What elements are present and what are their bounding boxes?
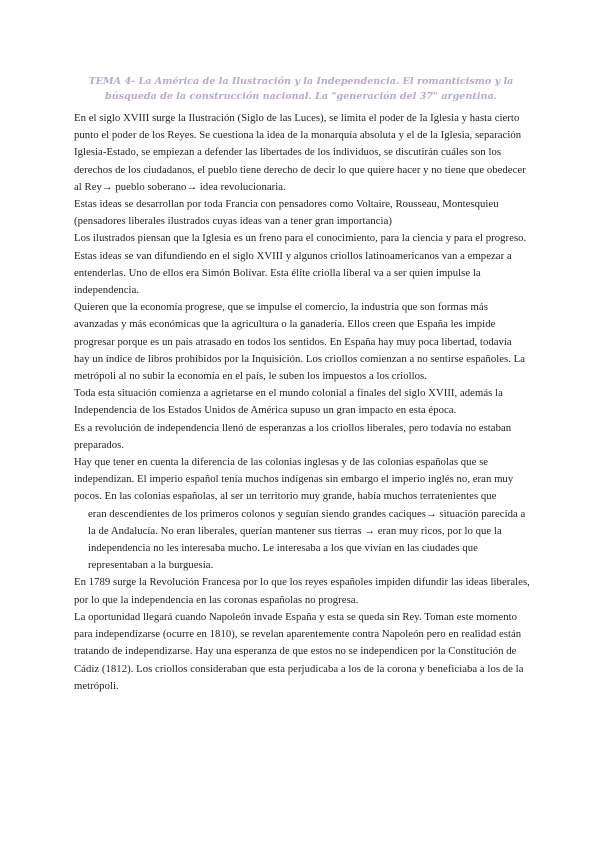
paragraph-colonias-diferencia: Hay que tener en cuenta la diferencia de las colonias inglesas y de las colonias españolas que se independizan. El imperio español tenía muchos indígenas sin embargo el imperio inglés no, eran muy pocos. En las colonias españolas, al ser un territorio muy grande, había muchos terratenientes que [74, 456, 514, 503]
paragraph-mundo-colonial: Toda esta situación comienza a agrietarse en el mundo colonial a finales del siglo XVIII, además la Independencia de los Estados Unidos de América supuso un gran impacto en esta época. [74, 387, 503, 417]
paragraph-pensadores: Estas ideas se desarrollan por toda Francia con pensadores como Voltaire, Rousseau, Montesquieu (pensadores liberales ilustrados cuyas ideas van a tener gran importancia) [74, 198, 499, 228]
paragraph-terratenientes: eran descendientes de los primeros colonos y seguían siendo grandes caciques→ situación parecida a la de Andalucía. No eran liberales, querían mantener sus tierras → eran muy ricos, por lo que la independencia no les interesaba mucho. Le interesaba a los que vivían en las ciudades que [88, 507, 526, 555]
paragraph-revolucion-esperanzas: Es a revolución de independencia llenó de esperanzas a los criollos liberales, pero todavía no estaban preparados. [74, 421, 512, 451]
paragraph-ilustracion: En el siglo XVIII surge la Ilustración (Siglo de las Luces), se limita el poder de la Iglesia y hasta cierto punto el poder de los Reyes. Se cuestiona la idea de la monarquía absoluta y el de la Iglesia, separación Iglesia-Estado, se empiezan a defender las libertades de los individuos, se discutirán cuáles son los derechos de los ciudadanos, el pueblo tiene derecho de decir lo que quiere hacer y no tiene que obedecer al Rey→ pueblo soberano→ idea revolucionaria. [74, 112, 526, 193]
paragraph-napoleon: La oportunidad llegará cuando Napoleón invade España y esta se queda sin Rey. Toman este momento para independizarse (ocurre en 1810), se revelan aparentemente contra Napoleón pero en realidad están tratando de independizarse. Hay una esperanza de que estos no se independicen por la Constitución de Cádiz (1812). Los criollos consideraban que esta perjudicaba a los de la corona y beneficiaba a los de la metrópoli. [74, 610, 524, 692]
document-body [74, 110, 530, 695]
document-title: TEMA 4- La América de la Ilustración y la Independencia. El romanticismo y la búsqueda de la construcción nacional. La "generación del 37" argentina. [88, 76, 514, 102]
paragraph-ilustrados-iglesia: Los ilustrados piensan que la Iglesia es un freno para el conocimiento, para la ciencia y para el progreso. Estas ideas se van difundiendo en el siglo XVIII y algunos criollos latinoamericanos van a empezar a entenderlas. Uno de ellos era Simón Bolívar. Esta élite criolla liberal va a ser quien impulse la independencia. [74, 232, 527, 297]
paragraph-burguesia: representaban a la burguesía. [88, 559, 214, 572]
paragraph-revolucion-francesa: En 1789 surge la Revolución Francesa por lo que los reyes españoles impiden difundir las ideas liberales, por lo que la independencia en las coronas españolas no progresa. [74, 576, 530, 606]
paragraph-economia: Quieren que la economía progrese, que se impulse el comercio, la industria que son formas más avanzadas y más económicas que la agricultura o la ganadería. Ellos creen que España les impide progresar porque es un país atrasado en todos los sentidos. En España hay muy poca libertad, todavía hay un índice de libros prohibidos por la Inquisición. Los criollos comienzan a no sentirse españoles. La metrópoli al no subir la economía en el país, le suben los impuestos a los criollos. [74, 301, 526, 383]
